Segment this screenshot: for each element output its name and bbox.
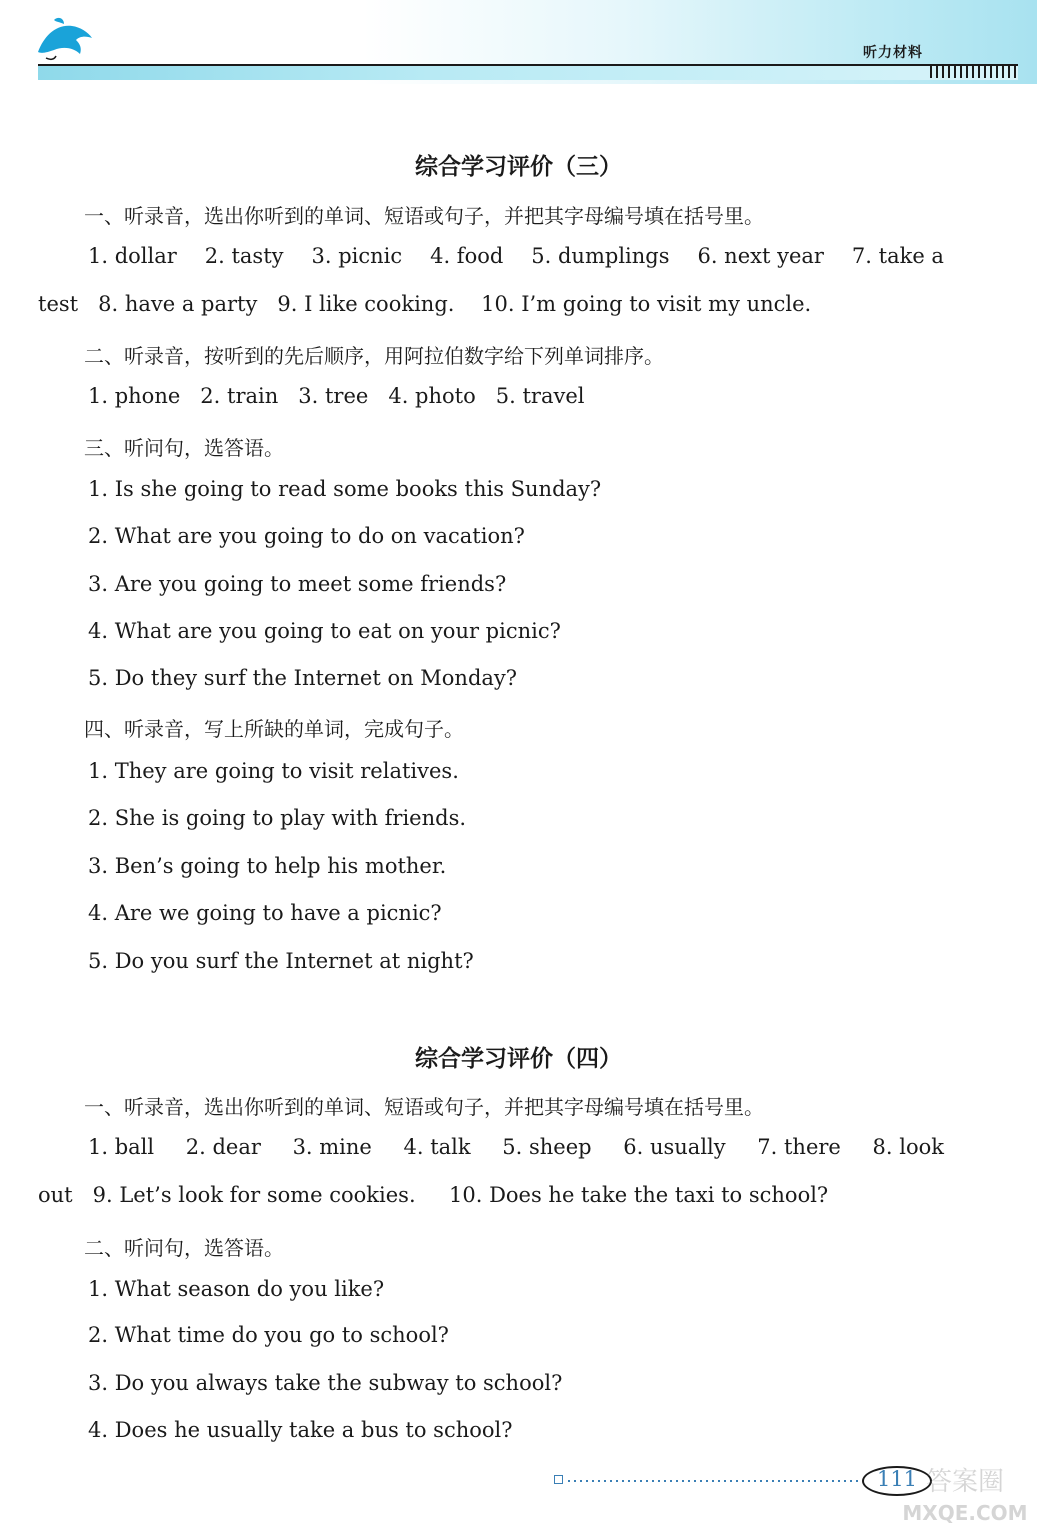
section-title-3: 综合学习评价（三） (415, 154, 622, 180)
footer-dotted-line (568, 1480, 858, 1482)
header-barcode (930, 64, 1018, 78)
list-item: 1. ball (88, 1135, 155, 1159)
list-item: 8. look (872, 1135, 944, 1159)
list-item: 4. talk (403, 1135, 471, 1159)
list-item: 3. picnic (311, 244, 403, 268)
list-item: 6. next year (697, 244, 824, 268)
dolphin-logo-icon (34, 14, 98, 64)
section4-part1-line2: out 9. Let’s look for some cookies. 10. Does he take the taxi to school? (38, 1183, 829, 1207)
list-item: 2. What time do you go to school? (88, 1323, 449, 1347)
section3-part2-heading: 二、听录音，按听到的先后顺序，用阿拉伯数字给下列单词排序。 (84, 344, 664, 368)
list-item: 2. She is going to play with friends. (88, 806, 467, 830)
section3-part4-heading: 四、听录音，写上所缺的单词，完成句子。 (84, 717, 464, 741)
watermark-text-top: 答案圈 (925, 1467, 1005, 1497)
section3-part1-line1 (88, 244, 944, 268)
list-item: 1. Is she going to read some books this Sunday? (88, 477, 602, 501)
list-item: 3. mine (292, 1135, 372, 1159)
list-item: 2. What are you going to do on vacation? (88, 524, 525, 548)
list-item: 2. dear (185, 1135, 261, 1159)
list-item: 1. dollar (88, 244, 177, 268)
list-item: 4. food (430, 244, 504, 268)
list-item: 1. What season do you like? (88, 1277, 385, 1301)
list-item: 5. Do you surf the Internet at night? (88, 949, 474, 973)
list-item: 3. Are you going to meet some friends? (88, 572, 507, 596)
list-item: 4. Does he usually take a bus to school? (88, 1418, 513, 1442)
list-item: 5. sheep (502, 1135, 592, 1159)
list-item: 7. take a (851, 244, 944, 268)
list-item: 4. What are you going to eat on your picnic? (88, 619, 561, 643)
section4-part2-heading: 二、听问句，选答语。 (84, 1236, 284, 1260)
section3-part1-heading: 一、听录音，选出你听到的单词、短语或句子，并把其字母编号填在括号里。 (84, 204, 764, 228)
header-label: 听力材料 (863, 45, 923, 61)
section3-part3-heading: 三、听问句，选答语。 (84, 436, 284, 460)
list-item: 3. Do you always take the subway to school? (88, 1371, 563, 1395)
section3-part2-line: 1. phone 2. train 3. tree 4. photo 5. travel (88, 384, 585, 408)
watermark-logo (900, 1460, 1030, 1530)
section3-part1-line2: test 8. have a party 9. I like cooking. 10. I’m going to visit my uncle. (38, 292, 812, 316)
list-item: 4. Are we going to have a picnic? (88, 901, 442, 925)
footer-square-icon (554, 1475, 563, 1484)
section-title-4: 综合学习评价（四） (415, 1046, 622, 1072)
list-item: 7. there (757, 1135, 841, 1159)
list-item: 5. Do they surf the Internet on Monday? (88, 666, 518, 690)
section4-part1-line1 (88, 1135, 944, 1159)
header-divider (38, 64, 1018, 66)
list-item: 6. usually (623, 1135, 726, 1159)
section4-part1-heading: 一、听录音，选出你听到的单词、短语或句子，并把其字母编号填在括号里。 (84, 1095, 764, 1119)
list-item: 1. They are going to visit relatives. (88, 759, 459, 783)
list-item: 2. tasty (204, 244, 284, 268)
page-number: 111 (876, 1467, 918, 1491)
list-item: 3. Ben’s going to help his mother. (88, 854, 447, 878)
list-item: 5. dumplings (531, 244, 670, 268)
header-bar (38, 66, 1018, 80)
watermark-text-bottom: MXQE.COM (902, 1501, 1028, 1525)
